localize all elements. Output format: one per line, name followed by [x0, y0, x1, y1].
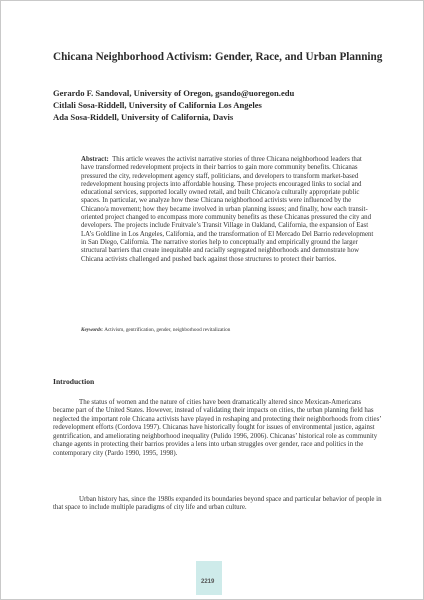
abstract-text: This article weaves the activist narrative stories of three Chicana neighborhood leaders that have transformed redevelopment projects in their barrios to gain more community benefits. Chicanas pressured the city, redevelopment agency staff, politicians, and developers to transform market-based redevelopment housing projects into affordable housing. These projects encouraged links to social and educational services, supported locally owned retail, and built Chicano/a culturally appropriate public spaces. In particular, we analyze how these Chicana neighborhood activists were influenced by the Chicano/a movement; how they became involved in urban planning issues; and finally, how each transit-oriented project changed to encompass more community benefits as these Chicanas pressured the city and developers. The projects include Fruitvale’s Transit Village in Oakland, California, the expansion of East LA’s Goldline in Los Angeles, California, and the transformation of El Mercado Del Barrio redevelopment in San Diego, California. The narrative stories help to conceptually and empirically ground the larger structural barriers that create inequitable and racially segregated neighborhoods and demonstrate how Chicana activists challenged and pushed back against those structures to protect their barrios.	[81, 156, 374, 263]
keywords-text: : Activism, gentrification, gender, neighborhood revitalization	[101, 327, 231, 333]
author-line: Citlali Sosa-Riddell, University of California Los Angeles	[53, 100, 262, 110]
author-list	[53, 87, 393, 123]
body-paragraph: The status of women and the nature of cities have been dramatically altered since Mexican-Americans became part of the United States. However, instead of validating their impacts on cities, the urban planning field has neglected the important role Chicana activists have played in reshaping and protecting their neighborhoods from cities’ redevelopment efforts (Cordova 1997). Chicanas have historically fought for issues of environmental justice, against gentrification, and ameliorating neighborhood inequality (Pulido 1996, 2006). Chicanas’ historical role as community change agents in protecting their barrios provides a lens into urban struggles over gender, race and politics in the contemporary city (Pardo 1990, 1995, 1998).	[53, 399, 382, 457]
watermark-tab	[196, 561, 222, 595]
keywords-label: Keywords	[81, 327, 102, 333]
section-heading-introduction: Introduction	[53, 377, 95, 386]
keywords	[81, 327, 381, 334]
author-line: Ada Sosa-Riddell, University of California, Davis	[53, 112, 234, 122]
paper-title: Chicana Neighborhood Activism: Gender, Race, and Urban Planning	[53, 51, 383, 63]
body-paragraph: Urban history has, since the 1980s expanded its boundaries beyond space and particular behavior of people in that space to include multiple paradigms of city life and urban culture.	[53, 496, 382, 512]
abstract	[81, 156, 376, 264]
abstract-label: Abstract:	[81, 156, 109, 163]
author-line: Gerardo F. Sandoval, University of Oregon, gsando@uoregon.edu	[53, 88, 295, 98]
page-number: 2219	[201, 579, 215, 585]
